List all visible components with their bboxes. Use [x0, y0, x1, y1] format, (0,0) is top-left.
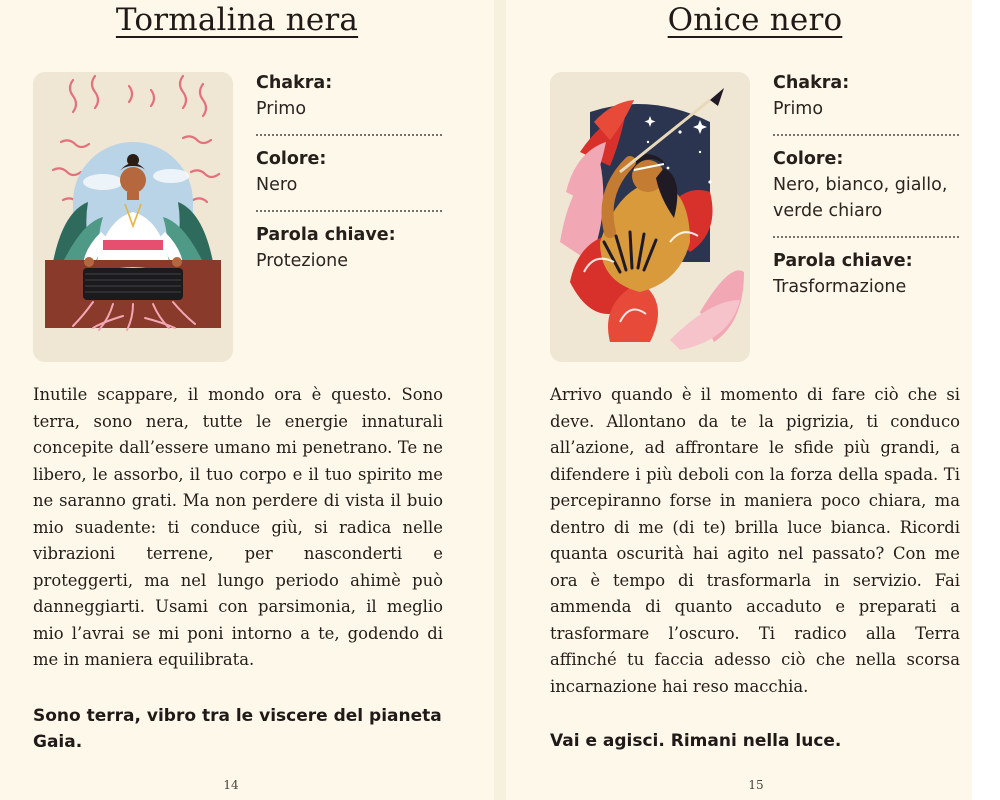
- left-page: [0, 0, 494, 800]
- stone-info-panel: [773, 70, 961, 306]
- keyword-value: Protezione: [256, 251, 349, 271]
- keyword-info: [256, 222, 444, 280]
- chakra-label: Chakra:: [773, 73, 850, 93]
- chakra-value: Primo: [773, 99, 824, 119]
- chakra-info: [256, 70, 444, 128]
- dotted-divider: [773, 134, 959, 136]
- page-title: Tormalina nera: [115, 2, 359, 38]
- color-label: Colore:: [773, 149, 844, 169]
- warrior-illustration: [550, 72, 750, 362]
- onice-illustration-card: [550, 72, 750, 362]
- color-label: Colore:: [256, 149, 327, 169]
- page-title: Onice nero: [667, 2, 843, 38]
- chakra-value: Primo: [256, 99, 307, 119]
- page-number: 14: [223, 778, 239, 792]
- page-number: 15: [748, 778, 764, 792]
- stone-info-panel: [256, 70, 444, 280]
- tormalina-illustration-card: [33, 72, 233, 362]
- color-value: Nero, bianco, giallo, verde chiaro: [773, 175, 948, 221]
- dotted-divider: [256, 210, 442, 212]
- chakra-label: Chakra:: [256, 73, 333, 93]
- keyword-label: Parola chiave:: [256, 225, 396, 245]
- closing-affirmation: Sono terra, vibro tra le viscere del pianeta Gaia.: [33, 706, 442, 752]
- chakra-info: [773, 70, 961, 128]
- closing-affirmation: Vai e agisci. Rimani nella luce.: [550, 731, 842, 751]
- keyword-value: Trasformazione: [773, 277, 907, 297]
- color-info: [256, 146, 444, 204]
- keyword-info: [773, 248, 961, 306]
- color-info: [773, 146, 961, 230]
- meditating-woman-illustration: [33, 72, 233, 362]
- book-gutter: [494, 0, 506, 800]
- keyword-label: Parola chiave:: [773, 251, 913, 271]
- dotted-divider: [773, 236, 959, 238]
- color-value: Nero: [256, 175, 298, 195]
- body-paragraph: Arrivo quando è il momento di fare ciò che si deve. Allontano da te la pigrizia, ti conduco all’azione, ad affrontare le sfide più grandi, a difendere i più deboli con la forza della spada. Ti percepiranno forse in maniera poco chiara, ma dentro di me (di te) brilla luce bianca. Ricordi quanta oscurità hai agito nel passato? Con me ora è tempo di trasformarla in servizio. Fai ammenda di quanto accaduto e preparati a trasformare l’oscuro. Ti radico alla Terra affinché tu faccia adesso ciò che nella scorsa incarnazione hai reso macchia.: [550, 385, 960, 696]
- body-paragraph: Inutile scappare, il mondo ora è questo. Sono terra, sono nera, tutte le energie innaturali concepite dall’essere umano mi penetrano. Te ne libero, le assorbo, il tuo corpo e il tuo spirito me ne saranno grati. Ma non perdere di vista il buio mio suadente: ti conduce giù, si radica nelle vibrazioni terrene, per nasconderti e proteggerti, ma nel lungo periodo ahimè può danneggiarti. Usami con parsimonia, il meglio mio l’avrai se mi poni intorno a te, godendo di me in maniera equilibrata.: [33, 385, 443, 669]
- right-page: [506, 0, 972, 800]
- dotted-divider: [256, 134, 442, 136]
